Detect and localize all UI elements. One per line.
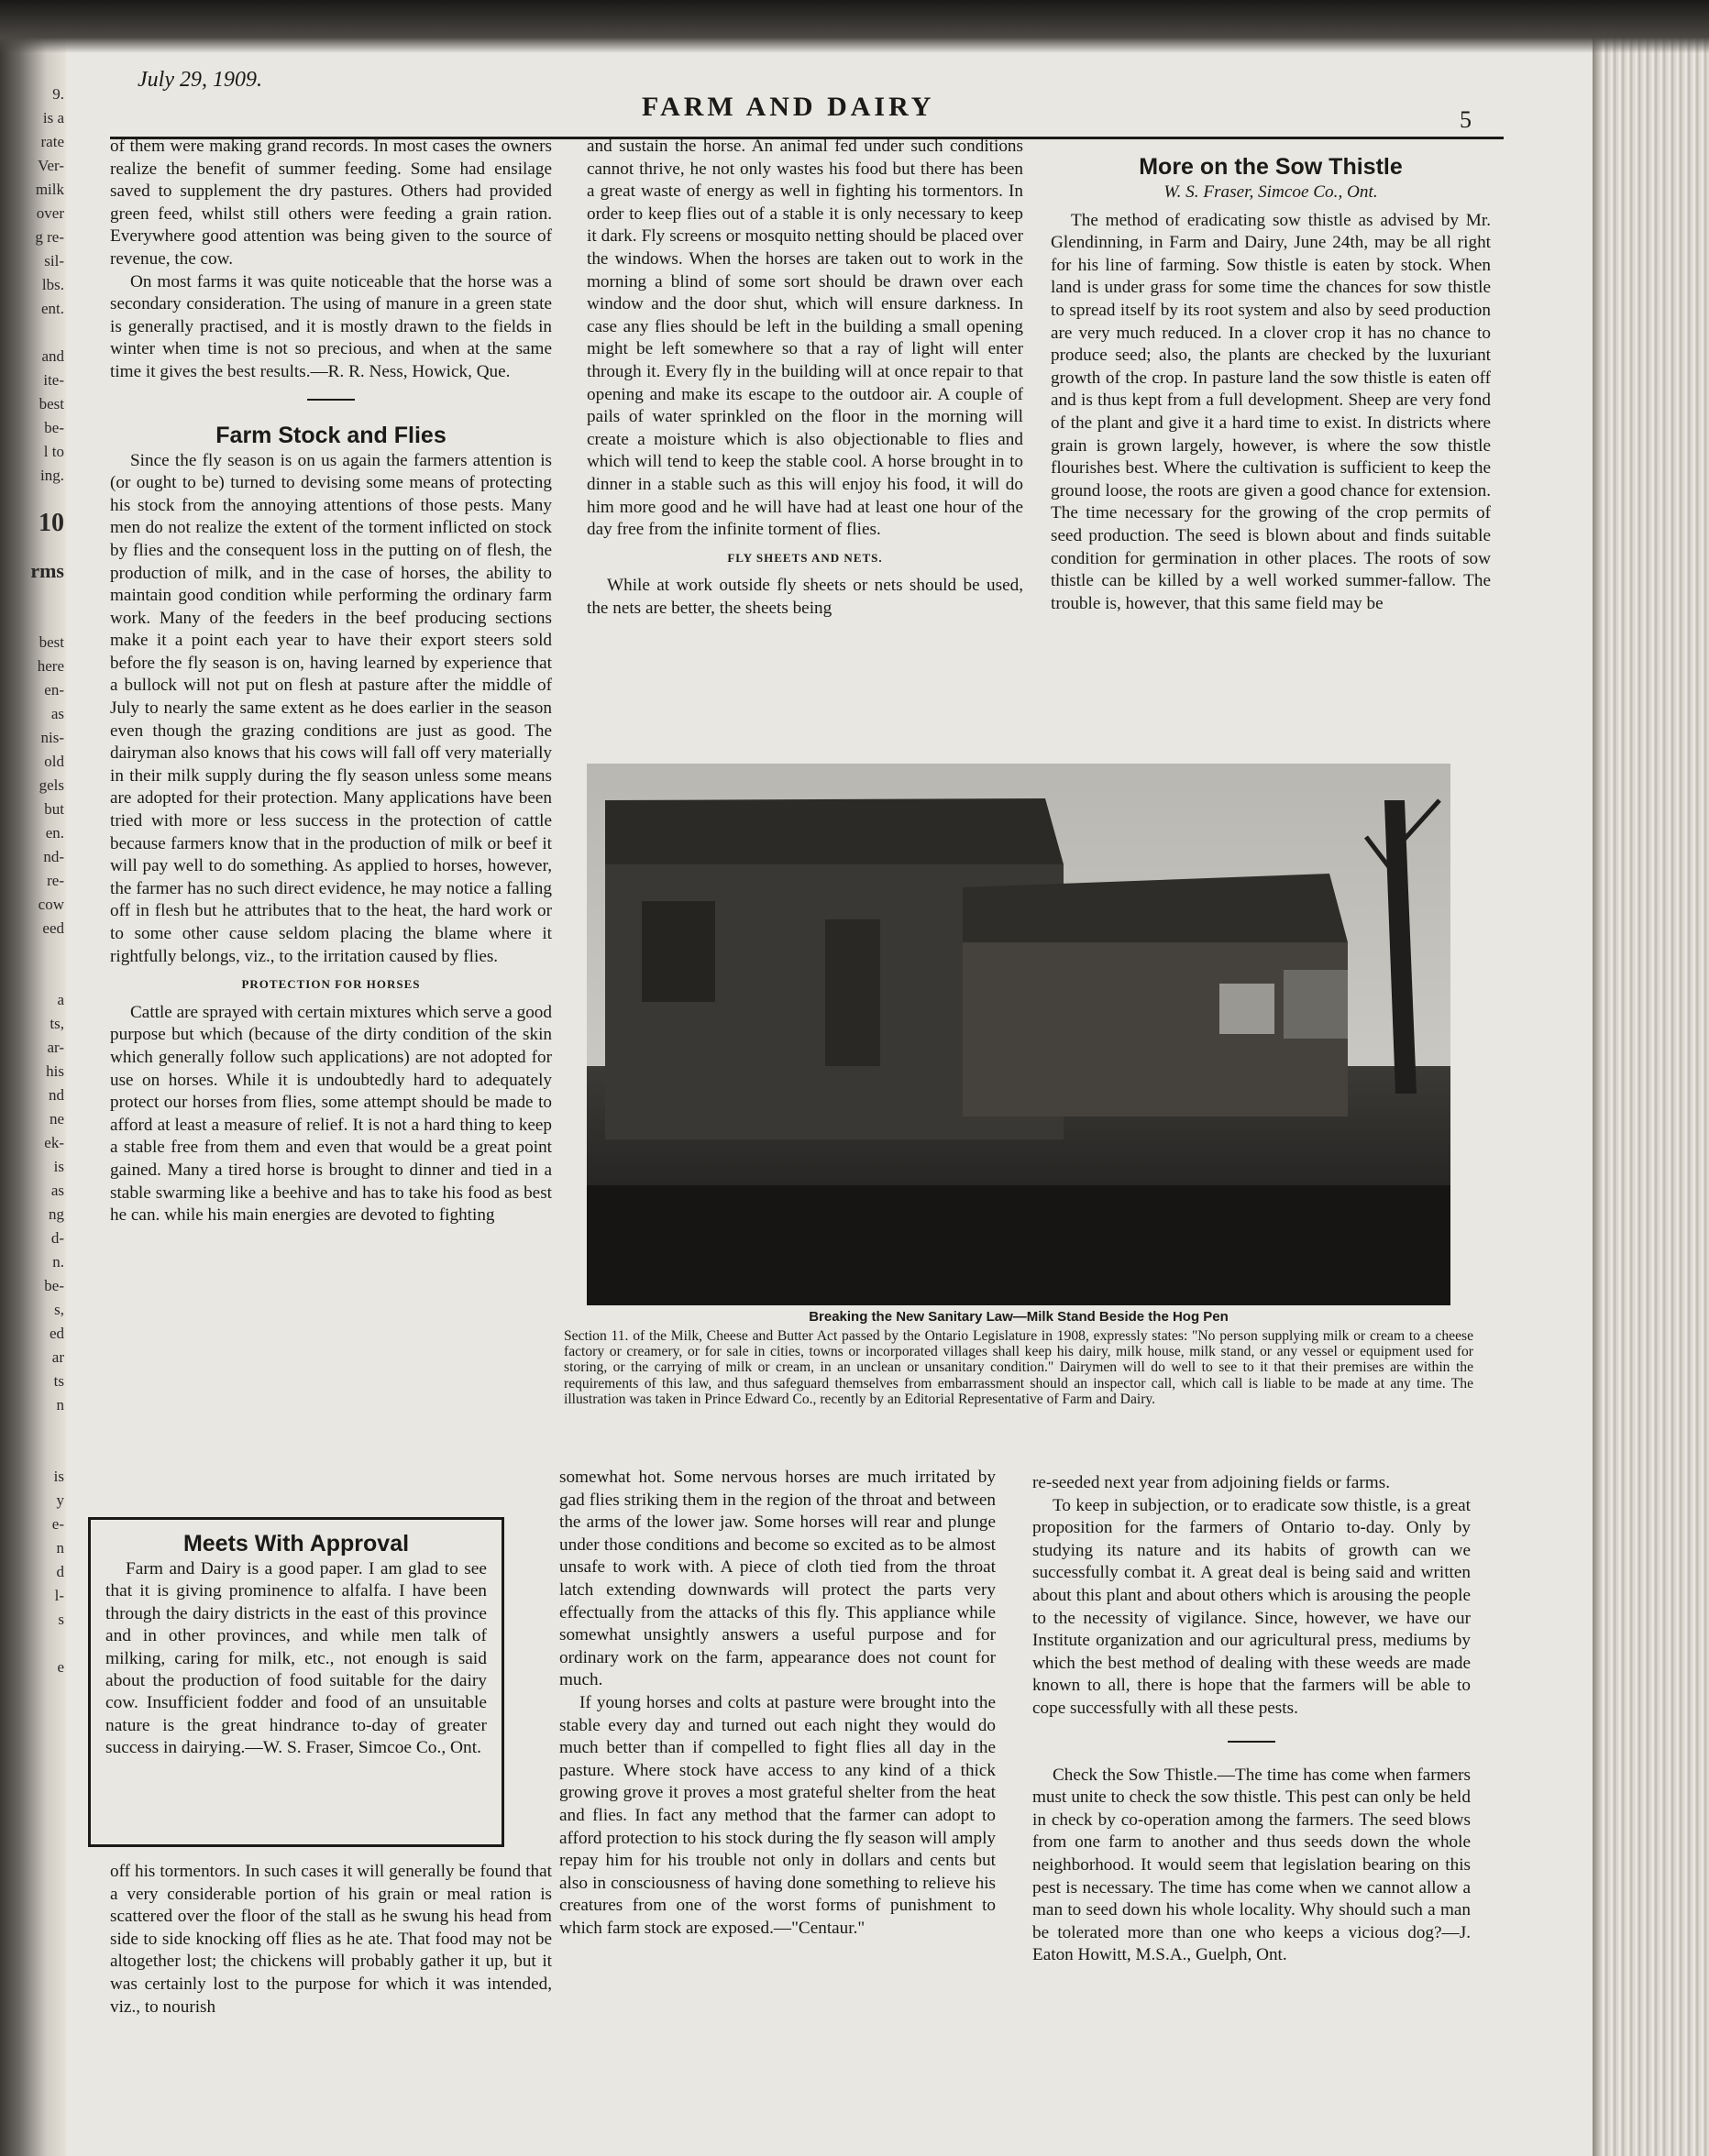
- photo-caption-text: Section 11. of the Milk, Cheese and Butter Act passed by the Ontario Legislature in 1908, expressly states: "No person supplying milk or cream to a cheese factory or creamery, or for sale in cities, towns or incorporated villages shall keep his dairy, milk house, milk stand, or any vessel or equipment used for storing, or the carrying of milk or cream, in an unclean or unsanitary condition." Dairymen will do well to see to it that their premises are within the requirements of this law, and thus safeguard themselves from embarrassment should an inspector call, which call is liable to be made at any time. The illustration was taken in Prince Edward Co., recently by an Editorial Representative of Farm and Dairy.: [564, 1328, 1473, 1407]
- article-paragraph: To keep in subjection, or to eradicate sow thistle, is a great proposition for the farmers of Ontario to-day. Only by studying its nature and its habits of growth can we successfully combat it. A great deal is being said and written about this plant and about others which is arousing the people to the necessity of vigilance. Since, however, we have our Institute organization and our agricultural press, mediums by which the best method of dealing with these weeds are made known to all, there is hope that the farmers will be able to cope successfully with all these pests.: [1032, 1495, 1471, 1718]
- previous-page-fragment: [9, 1846, 64, 1870]
- page-number: 5: [1460, 106, 1472, 133]
- approval-box-text: Farm and Dairy is a good paper. I am glad to see that it is giving prominence to alfalfa. I have been through the dairy districts in the east of this province and in other provinces, and while men talk of milking, caring for milk, etc., not enough is said about the production of food suitable for the dairy cow. Insufficient fodder and food of an unsuitable nature is the great hindrance to-day of greater success in dairying.—W. S. Fraser, Simcoe Co., Ont.: [105, 1559, 487, 1758]
- previous-page-fragment: [9, 940, 64, 964]
- column-2-bottom: [559, 1467, 996, 1940]
- section-title-farm-stock: Farm Stock and Flies: [215, 422, 447, 448]
- previous-page-fragment: [9, 1942, 64, 1965]
- previous-page-fragment: ts,: [50, 1015, 64, 1032]
- column-2: [587, 136, 1023, 620]
- previous-page-fragment: [9, 1894, 64, 1918]
- issue-date: July 29, 1909.: [138, 68, 262, 92]
- previous-page-fragment: e: [57, 1658, 64, 1676]
- previous-page-fragment: ite-: [43, 371, 64, 389]
- article-paragraph: off his tormentors. In such cases it will generally be found that a very considerable portion of his grain or meal ration is scattered over the floor of the stall as he swung his head from side to side knocking off flies as he ate. That food may not be altogether lost; the chickens will probably gather it up, but it was certainly lost to the purpose for which it was intended, viz., to nourish: [110, 1862, 552, 2017]
- previous-page-fragment: old: [44, 753, 64, 770]
- previous-page-fragment: n: [56, 1396, 64, 1414]
- previous-page-fragment: d: [56, 1563, 64, 1580]
- previous-page-fragment: cow: [38, 896, 64, 913]
- letter-paragraph: Check the Sow Thistle.—The time has come when farmers must unite to check the sow thistle. This pest can only be held in check by co-operation among the farmers. The seed blows from one farm to another and thus seeds down the whole neighborhood. It would seem that legislation bearing on this pest is necessary. The time has come when we cannot allow a man to seed down his whole locality. Why should such a man be tolerated more than one who keeps a vicious dog?—J. Eaton Howitt, M.S.A., Guelph, Ont.: [1032, 1765, 1471, 1965]
- previous-page-fragment: ar-: [47, 1039, 64, 1056]
- intro-paragraph: On most farms it was quite noticeable that the horse was a secondary consideration. The using of manure in a green state is generally practised, and it is mostly drawn to the fields in winter when time is not so precious, and when at the same time it gives the best results.—R. R. Ness, Howick, Que.: [110, 271, 552, 381]
- previous-page-fragment: en.: [45, 824, 64, 842]
- scan-shadow: [0, 0, 1709, 53]
- previous-page-fragment: [9, 1822, 64, 1846]
- article-paragraph: Cattle are sprayed with certain mixtures which serve a good purpose but which (because of the dirty condition of the skin which generally follow such applications) are not adopted for use on horses. While it is undoubtedly hard to adequately protect our horses from flies, some attempt should be made to afford at least a measure of relief. It is not a hard thing to keep a stable free from them and even that would be a great point gained. Many a tired horse is brought to dinner and tied in a stable swarming like a beehive and has to take his food as best he can. while his main energies are devoted to fighting: [110, 1002, 552, 1226]
- previous-page-fragment: e-: [51, 1515, 64, 1533]
- previous-page-fragment: nd: [49, 1086, 64, 1104]
- previous-page-fragment: d-: [50, 1229, 64, 1247]
- previous-page-fragment: ent.: [40, 300, 64, 317]
- previous-page-fragment: [9, 607, 64, 631]
- previous-page-fragment: is a: [42, 109, 64, 126]
- article-paragraph: Since the fly season is on us again the farmers attention is (or ought to be) turned to devising some means of protecting his stock from the annoying attentions of those pests. Many men do not realize the extent of the torment inflicted on stock by flies and the consequent loss in the putting on of flesh, the production of milk, and in the case of horses, the ability to maintain good condition while performing the ordinary farm work. Many of the feeders in the beef producing sections make it a point each year to have their export steers sold before the fly season is on, having learned by experience that a bullock will not put on flesh at pasture after the middle of July to nearly the same extent as he does earlier in the season even though the grazing conditions are just as good. The dairyman also knows that his cows will fall off very materially in their milk supply during the fly season unless some means are adopted for their protection. Many applications have been tried with more or less success in the protection of cattle because farmers know that in the production of milk or beef it will pay well to do something. As applied to horses, however, the farmer has no such direct evidence, he may notice a falling off in flesh but he attributes that to the heat, the hard work or to some other cause seldom placing the blame where it rightfully belongs, viz., to the irritation caused by flies.: [110, 450, 552, 966]
- previous-page-fragment: as: [50, 705, 64, 722]
- previous-page-fragment: rate: [40, 133, 64, 150]
- previous-page-fragment: ts: [53, 1372, 64, 1390]
- masthead-title: FARM AND DAIRY: [642, 92, 935, 122]
- previous-page-fragment: ar: [51, 1348, 64, 1366]
- previous-page-fragment: n: [56, 1539, 64, 1556]
- milk-stand-photograph: [587, 764, 1450, 1305]
- previous-page-fragment: ng: [49, 1205, 64, 1223]
- previous-page-fragment: ne: [49, 1110, 64, 1128]
- previous-page-fragment: s: [58, 1611, 64, 1628]
- previous-page-fragment: y: [56, 1491, 64, 1509]
- previous-page-fragment: re-: [47, 872, 64, 889]
- article-paragraph: and sustain the horse. An animal fed under such conditions cannot thrive, he not only wastes his food but there has been a great waste of energy as well in fighting his tormentors. In order to keep flies out of a stable it is only necessary to keep it dark. Fly screens or mosquito netting should be placed over the windows. When the horses are taken out to work in the morning a blind of some sort should be drawn over each window and the door shut, which will ensure darkness. In case any flies should be left in the building a small opening might be left somewhere so that a ray of light will enter through it. Every fly in the building will at once repair to that opening and make its escape to the outdoor air. A couple of pails of water sprinkled on the floor in the morning will create a moisture which is also objectionable to flies and which will tend to keep the stable cool. A horse brought in to dinner in a stable such as this will enjoy his food, it will do him more good and he will have had at least one hour of the day free from the infinite torment of flies.: [587, 137, 1023, 540]
- section-title-sow-thistle: More on the Sow Thistle: [1139, 154, 1403, 180]
- previous-page-fragment: best: [39, 633, 64, 651]
- subhead-protection: PROTECTION FOR HORSES: [241, 977, 421, 992]
- previous-page-fragment: [9, 1775, 64, 1798]
- photo-illustration: [587, 764, 1450, 1305]
- previous-page-fragment: a: [57, 991, 64, 1008]
- previous-page-fragment: his: [46, 1062, 64, 1080]
- previous-page-fragment: [9, 583, 64, 607]
- approval-box: [88, 1517, 504, 1847]
- previous-page-fragment: s,: [54, 1301, 64, 1318]
- previous-page-fragment: over: [36, 204, 64, 222]
- book-binding-edge: [1593, 0, 1709, 2156]
- previous-page-fragment: Ver-: [38, 157, 64, 174]
- previous-page-fragment: sil-: [44, 252, 64, 270]
- article-paragraph: re-seeded next year from adjoining fields or farms.: [1032, 1473, 1390, 1492]
- previous-page-fragment: is: [53, 1468, 64, 1485]
- previous-page-fragment: be-: [44, 419, 64, 436]
- previous-page-fragment: nd-: [43, 848, 64, 865]
- previous-page-fragment: l to: [43, 443, 64, 460]
- photo-caption-title: Breaking the New Sanitary Law—Milk Stand Beside the Hog Pen: [809, 1309, 1229, 1325]
- previous-page-fragment: and: [41, 347, 64, 365]
- previous-page-fragment: nis-: [40, 729, 64, 746]
- previous-page-fragment: ed: [49, 1325, 64, 1342]
- column-1-continued: [110, 1861, 552, 2018]
- column-3-bottom: [1032, 1472, 1471, 1967]
- previous-page-fragment: [9, 1798, 64, 1822]
- subhead-fly-sheets: FLY SHEETS AND NETS.: [727, 550, 883, 565]
- byline: W. S. Fraser, Simcoe Co., Ont.: [1163, 182, 1378, 202]
- previous-page-fragments: [9, 82, 64, 2099]
- previous-page-fragment: 9.: [52, 85, 64, 103]
- previous-page-fragment: is: [53, 1158, 64, 1175]
- column-3: [1051, 152, 1491, 615]
- previous-page-fragment: [9, 535, 64, 559]
- previous-page-fragment: here: [37, 657, 64, 675]
- previous-page-fragment: [9, 1870, 64, 1894]
- previous-page-fragment: n.: [52, 1253, 64, 1270]
- article-paragraph: While at work outside fly sheets or nets should be used, the nets are better, the sheets being: [587, 576, 1023, 618]
- previous-page-fragment: milk: [35, 181, 64, 198]
- previous-page-fragment: gels: [39, 776, 64, 794]
- previous-page-fragment: but: [44, 800, 64, 818]
- previous-page-fragment: l-: [54, 1587, 64, 1604]
- previous-page-fragment: rms: [30, 559, 64, 582]
- column-1: [110, 136, 552, 1227]
- previous-page-fragment: [9, 1679, 64, 1703]
- article-paragraph: The method of eradicating sow thistle as advised by Mr. Glendinning, in Farm and Dairy, June 24th, may be all right for his line of farming. Sow thistle is eaten by stock. When land is under grass for some time the chances for sow thistle to spread itself by its root system and also by seed production are very much reduced. In a clover crop it has no chance to produce seed; also, the plants are checked by the luxuriant growth of the crop. In pasture land the sow thistle is eaten off and is thus kept from a full development. Sheep are very fond of the plant and give it a hard time to exist. In districts where grain is grown largely, however, is where the sow thistle flourishes best. Where the cultivation is sufficient to keep the ground loose, the roots are given a good chance for extension. The time necessary for the growing of the crop permits of seed production. The seed is blown about and finds suitable condition for germination in other places. The roots of sow thistle can be killed by a well worked summer-fallow. The trouble is, however, that this same field may be: [1051, 210, 1491, 613]
- previous-page-fragment: lbs.: [41, 276, 64, 293]
- previous-page-fragment: [9, 1918, 64, 1942]
- photo-caption: [564, 1328, 1473, 1407]
- previous-page-fragment: [9, 964, 64, 988]
- previous-page-fragment: [9, 1441, 64, 1465]
- previous-page-fragment: ek-: [44, 1134, 64, 1151]
- previous-page-fragment: [9, 1751, 64, 1775]
- previous-page-fragment: [9, 1417, 64, 1441]
- previous-page-fragment: [9, 1632, 64, 1656]
- previous-page-fragment: [9, 321, 64, 345]
- previous-page-fragment: 10: [39, 509, 64, 537]
- section-divider: [307, 399, 355, 401]
- article-paragraph: somewhat hot. Some nervous horses are much irritated by gad flies striking them in the region of the throat and between the arms of the lower jaw. Some horses will rear and plunge under those conditions and become so excited as to be almost unsafe to work with. A piece of cloth tied from the throat latch extending downwards will protect the parts very effectually from the attacks of this fly. This appliance while somewhat unsightly answers a useful purpose and for ordinary work on the farm, appearance does not count for much.: [559, 1468, 996, 1690]
- intro-paragraph: of them were making grand records. In most cases the owners realize the benefit of summer feeding. Some had ensilage saved to supplement the dry pastures. Others had provided green feed, whilst still others were feeding a grain ration. Everywhere good attention was being given to the source of revenue, the cow.: [110, 137, 552, 269]
- previous-page-fragment: be-: [44, 1277, 64, 1294]
- previous-page-fragment: g re-: [35, 228, 64, 246]
- previous-page-fragment: [9, 1703, 64, 1727]
- previous-page-fragment: best: [39, 395, 64, 412]
- previous-page-fragment: eed: [42, 919, 64, 937]
- approval-box-title: Meets With Approval: [182, 1531, 410, 1556]
- previous-page-fragment: as: [50, 1182, 64, 1199]
- previous-page-fragment: [9, 1727, 64, 1751]
- section-divider: [1228, 1741, 1275, 1743]
- article-paragraph: If young horses and colts at pasture were brought into the stable every day and turned out each night they would do much better than if compelled to fight flies all day in the pasture. Where stock have access to any kind of a thick growing grove it proves a most grateful shelter from the heat and flies. In fact any method that the farmer can adopt to afford protection to his stock during the fly season will amply repay him for his trouble not only in dollars and cents but also in consciousness of having done something to relieve his creatures from one of the worst forms of punishment to which farm stock are exposed.—"Centaur.": [559, 1692, 996, 1938]
- previous-page-fragment: en-: [44, 681, 64, 698]
- previous-page-fragment: ing.: [40, 467, 64, 484]
